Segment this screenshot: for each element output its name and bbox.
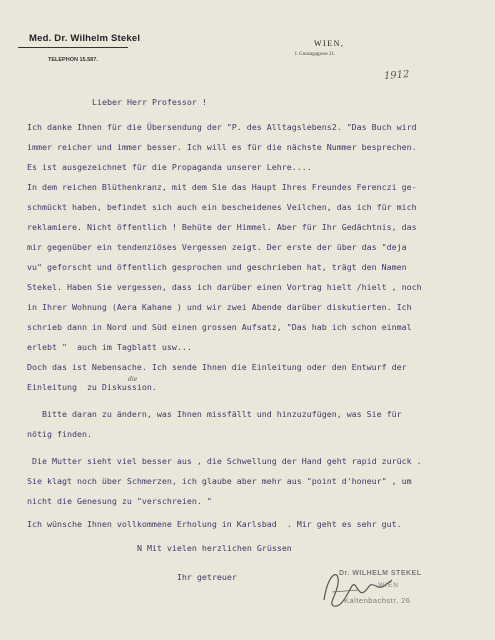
body-line: reklamiere. Nicht öffentlich ! Behüte der Himmel. Aber für Ihr Gedächtnis, das [27,222,417,232]
letterhead-name: Med. Dr. Wilhelm Stekel [29,33,141,44]
body-line: immer reicher und immer besser. Ich will es für die nächste Nummer besprechen. [27,142,417,152]
handwritten-correction: die [128,376,138,383]
body-line: Sie klagt noch über Schmerzen, ich glaube aber mehr aus "point d'honeur" , um [27,476,412,486]
letterhead-city: WIEN, [314,39,345,48]
closing-greeting: N Mit vielen herzlichen Grüssen [92,543,292,553]
stamp-line-address: Kaltenbachstr. 26 [344,596,411,605]
body-line: Ich wünsche Ihnen vollkommene Erholung in Karlsbad . Mir geht es sehr gut. [27,519,402,529]
body-line: schrieb dann in Nord und Süd einen grossen Aufsatz, "Das hab ich schon einmal [27,322,412,332]
body-line: schmückt haben, befindet sich auch ein bescheidenes Veilchen, das ich für mich [27,202,417,212]
letterhead-telephone: TELEPHON 15.587. [48,57,98,63]
letterhead-rule [18,47,128,48]
body-line: nicht die Genesung zu "verschreien. " [27,496,212,506]
handwritten-date: 1912 [383,69,410,82]
body-line: Doch das ist Nebensache. Ich sende Ihnen die Einleitung oder den Entwurf der [27,362,407,372]
body-line: In dem reichen Blüthenkranz, mit dem Sie das Haupt Ihres Freundes Ferenczi ge- [27,182,417,192]
body-line: Es ist ausgezeichnet für die Propaganda unserer Lehre.... [27,162,312,172]
body-line: Ich danke Ihnen für die Übersendung der "P. des Alltagslebens2. "Das Buch wird [27,122,417,132]
address-stamp [336,566,460,620]
stamp-line-name: Dr. WILHELM STEKEL [339,570,422,577]
closing-signoff: Ihr getreuer [92,572,237,582]
body-line: nötig finden. [27,429,92,439]
stamp-line-city: WIEN [378,582,399,589]
body-line: erlebt " auch im Tagblatt usw... [27,342,192,352]
body-line: Bitte daran zu ändern, was Ihnen missfällt und hinzuzufügen, was Sie für [27,409,402,419]
salutation: Lieber Herr Professor ! [92,97,207,107]
body-line: Die Mutter sieht viel besser aus , die Schwellung der Hand geht rapid zurück . [27,456,422,466]
body-line: vu" geforscht und öffentlich gesprochen und geschrieben hat, trägt den Namen [27,262,407,272]
letterhead-address: I. Gonzagagasse 21. [295,52,336,57]
body-line: Stekel. Haben Sie vergessen, dass ich darüber einen Vortrag hielt /hielt , noch [27,282,422,292]
body-line: mir gegenüber ein tendenziöses Vergessen zeigt. Der erste der über das "deja [27,242,407,252]
body-line: in Ihrer Wohnung (Aera Kahane ) und wir zwei Abende darüber diskutierten. Ich [27,302,412,312]
body-line: Einleitung zu Diskussion. [27,382,157,392]
